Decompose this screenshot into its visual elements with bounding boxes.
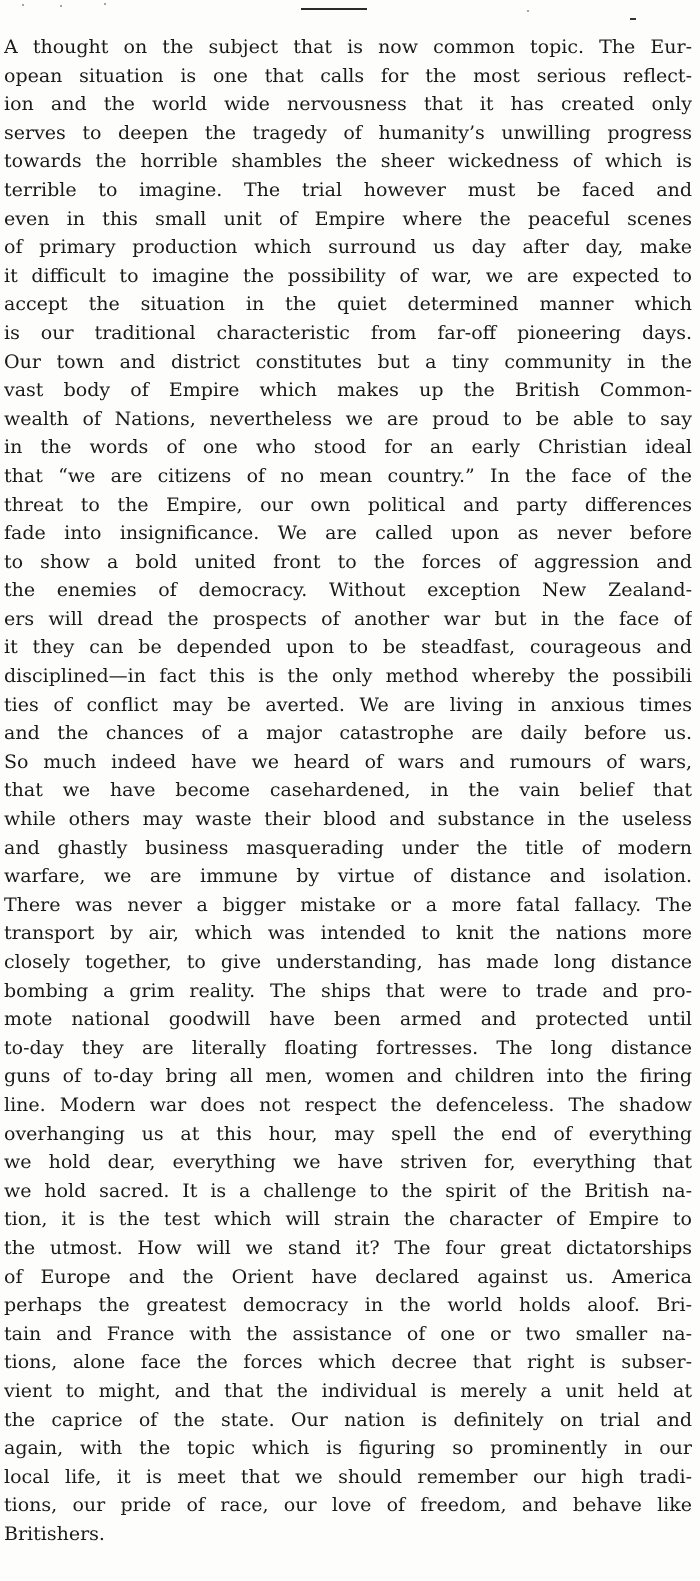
article-line: fade into insignificance. We are called upon as never before [4, 522, 692, 545]
article-line: it difficult to imagine the possibility of war, we are expected to [4, 264, 692, 287]
article-line: bombing a grim reality. The ships that were to trade and pro- [4, 979, 692, 1002]
article-line: guns of to-day bring all men, women and children into the firing [4, 1065, 692, 1088]
article-line: ties of conflict may be averted. We are living in anxious times [4, 693, 692, 716]
article-line: So much indeed have we heard of wars and rumours of wars, [4, 750, 692, 773]
article-line: perhaps the greatest democracy in the world holds aloof. Bri- [4, 1294, 692, 1317]
header-rule [301, 8, 367, 10]
editorial-article [4, 33, 692, 1548]
article-line: A thought on the subject that is now common topic. The Eur- [4, 36, 692, 58]
article-line: transport by air, which was intended to knit the nations more [4, 922, 692, 945]
article-line: threat to the Empire, our own political and party differences [4, 493, 692, 516]
article-line: is our traditional characteristic from far-off pioneering days. [4, 321, 692, 344]
print-speck [22, 4, 24, 6]
article-line: that “we are citizens of no mean country.” In the face of the [4, 464, 692, 487]
article-line: of primary production which surround us day after day, make [4, 236, 692, 259]
margin-mark [630, 18, 636, 20]
article-line: of Europe and the Orient have declared against us. America [4, 1265, 692, 1288]
article-line: accept the situation in the quiet determined manner which [4, 293, 692, 316]
article-line: towards the horrible shambles the sheer wickedness of which is [4, 150, 692, 173]
article-line: we hold dear, everything we have striven for, everything that [4, 1151, 692, 1174]
article-line: terrible to imagine. The trial however must be faced and [4, 178, 692, 201]
article-line: to show a bold united front to the forces of aggression and [4, 550, 692, 573]
article-line: tain and France with the assistance of one or two smaller na- [4, 1322, 692, 1345]
article-line: disciplined—in fact this is the only method whereby the possibili [4, 665, 692, 688]
article-line: wealth of Nations, nevertheless we are proud to be able to say [4, 407, 692, 430]
article-line: the enemies of democracy. Without exception New Zealand- [4, 579, 692, 602]
article-line: while others may waste their blood and substance in the useless [4, 808, 692, 831]
article-line: warfare, we are immune by virtue of distance and isolation. [4, 865, 692, 888]
article-line: vient to might, and that the individual is merely a unit held at [4, 1379, 692, 1402]
article-line: that we have become casehardened, in the vain belief that [4, 779, 692, 802]
article-line: mote national goodwill have been armed and protected until [4, 1008, 692, 1031]
article-line: to-day they are literally floating fortresses. The long distance [4, 1036, 692, 1059]
article-line: There was never a bigger mistake or a more fatal fallacy. The [4, 893, 692, 916]
article-line: ion and the world wide nervousness that it has created only [4, 93, 692, 116]
article-line: Our town and district constitutes but a tiny community in the [4, 350, 692, 373]
article-line: the caprice of the state. Our nation is definitely on trial and [4, 1408, 692, 1431]
article-line: again, with the topic which is figuring so prominently in our [4, 1437, 692, 1460]
article-line: ers will dread the prospects of another war but in the face of [4, 607, 692, 630]
article-line: Britishers. [4, 1522, 105, 1545]
article-line: tions, alone face the forces which decree that right is subser- [4, 1351, 692, 1374]
print-speck [527, 10, 529, 12]
article-line: serves to deepen the tragedy of humanity’s unwilling progress [4, 121, 692, 144]
article-line: and ghastly business masquerading under the title of modern [4, 836, 692, 859]
print-speck [60, 5, 62, 7]
article-line: it they can be depended upon to be steadfast, courageous and [4, 636, 692, 659]
article-line: the utmost. How will we stand it? The four great dictatorships [4, 1236, 692, 1259]
article-line: local life, it is meet that we should remember our high tradi- [4, 1465, 692, 1488]
article-line: tions, our pride of race, our love of freedom, and behave like [4, 1494, 692, 1517]
article-line: we hold sacred. It is a challenge to the spirit of the British na- [4, 1179, 692, 1202]
article-line: vast body of Empire which makes up the British Common- [4, 379, 692, 402]
article-line: even in this small unit of Empire where the peaceful scenes [4, 207, 692, 230]
article-line: tion, it is the test which will strain the character of Empire to [4, 1208, 692, 1231]
article-line: in the words of one who stood for an early Christian ideal [4, 436, 692, 459]
article-line: overhanging us at this hour, may spell the end of everything [4, 1122, 692, 1145]
article-line: line. Modern war does not respect the defenceless. The shadow [4, 1093, 692, 1116]
article-line: and the chances of a major catastrophe are daily before us. [4, 722, 692, 745]
print-speck [104, 3, 106, 5]
article-line: closely together, to give understanding, has made long distance [4, 951, 692, 973]
article-line: opean situation is one that calls for the most serious reflect- [4, 64, 692, 87]
